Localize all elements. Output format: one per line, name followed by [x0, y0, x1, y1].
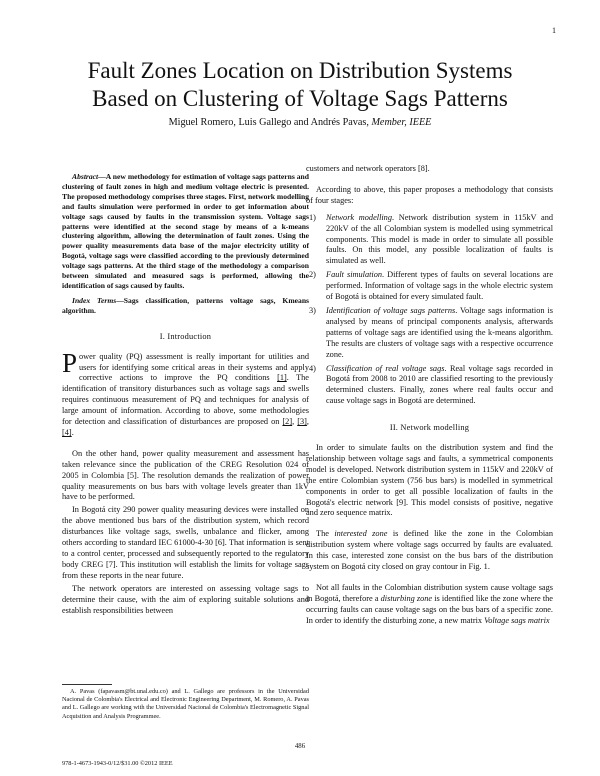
- abstract-text: —A new methodology for estimation of voltage sags patterns and clustering of fault zones in high and medium voltage electric is presented. The proposed methodology comprises three stages. First, network modelling and faults simulation were performed in order to get information about voltage sags caused by faults in the transmission system. Voltage sags patterns were identified at the second stage by means of a k-means clustering algorithm, allowing the determination of fault zones. Using the power quality measurements data base of the major electricity utility of Bogotá, voltage sags were classified according to the previously determined voltage sags patterns. At the third stage of the methodology a comparison between simulated and measured sags is performed, allowing the identification of sags caused by faults.: [62, 172, 309, 290]
- author-membership: Member, IEEE: [371, 117, 432, 128]
- citation-link-4[interactable]: [4]: [62, 427, 72, 437]
- network-paragraph-3: [306, 583, 553, 627]
- author-line: [0, 117, 600, 128]
- citation-link-3[interactable]: [3]: [297, 417, 307, 427]
- index-terms: [62, 296, 309, 316]
- paper-title: [0, 57, 600, 113]
- text-span: Not all faults in the Colombian distribution system cause voltage sags in Bogotá, therefore a: [306, 583, 553, 603]
- right-column: [306, 164, 553, 627]
- list-number: 1): [309, 212, 316, 222]
- page-number: 1: [552, 26, 556, 35]
- stage-name: Classification of real voltage sags: [326, 363, 445, 373]
- term-disturbing-zone: disturbing zone: [380, 593, 433, 603]
- index-terms-text: —Sags classification, patterns voltage sags, Kmeans algorithm.: [62, 295, 310, 315]
- list-item: [306, 306, 553, 361]
- citation-separator: ,: [306, 417, 309, 427]
- citation-separator: ,: [292, 417, 298, 427]
- intro-text-b: . The identification of transitory disturbances such as voltage sags and swells requires continuous measurement of PQ and techniques for analysis of large amount of information. According to above, some methodologies for detection and classification of disturbances are proposed on: [62, 373, 309, 427]
- text-span: The: [316, 529, 335, 539]
- network-paragraph-2: [306, 529, 553, 573]
- stage-text: . Real voltage sags recorded in Bogotá from 2008 to 2010 are classified resorting to the previously determined clusters. Finally, zones where real faults occur and cause voltage sags in Bogotá are determined.: [326, 363, 553, 406]
- list-item: [306, 213, 553, 268]
- section-heading-introduction: I. Introduction: [159, 331, 212, 341]
- footnote-divider: [62, 684, 112, 685]
- stages-intro: According to above, this paper proposes a methodology that consists of four stages:: [306, 184, 553, 205]
- text-span: is defined like the zone in the Colombian distribution system where voltage sags occurred by faults are evaluated. In this case, interested zone consist on the bus bars of the distribution system on Bogotá city closed on gray contour in Fig. 1.: [306, 529, 553, 572]
- text-span: is identified like the zone where the occurring faults can cause voltage sags on the bus bars of a specific zone. In order to identify the disturbing zone, a new matrix: [306, 593, 553, 625]
- stage-name: Fault simulation: [326, 270, 383, 280]
- list-number: 4): [309, 363, 316, 373]
- list-item: [306, 270, 553, 303]
- list-number: 2): [309, 270, 316, 280]
- title-line-1: Fault Zones Location on Distribution Systems: [87, 58, 513, 83]
- abstract: [62, 172, 309, 291]
- footer-page-number: 486: [294, 743, 306, 750]
- intro-text-a: ower quality (PQ) assessment is really important for utilities and users for identifying some critical areas in their systems and apply corrective actions to improve the PQ conditions: [79, 351, 309, 383]
- stage-name: Network modelling: [326, 212, 392, 222]
- stage-name: Identification of voltage sags patterns: [326, 305, 456, 315]
- author-affiliation-footnote: A. Pavas (fapavasm@bt.unal.edu.co) and L. Gallego are professors in the Universidad Nacional de Colombia's Electrical and Electronic Engineering Department, M. Romero, A. Pavas and L. Gallego are working with the Universidad Nacional de Colombia's Electromagnetic Signal Acquisition and Analysis Programmee.: [62, 688, 309, 720]
- stages-list: [306, 213, 553, 407]
- list-number: 3): [309, 305, 316, 315]
- list-item: [306, 364, 553, 408]
- continued-text: customers and network operators [8].: [306, 164, 430, 173]
- intro-paragraph-3: In Bogotá city 290 power quality measuring devices were installed on the above mentioned bus bars of the distribution system, which record disturbances like voltage sags, swells, unbalance and flicker, among others according to standard IEC 61000-4-30 [6]. That information is sent to a control center, processed and subsequently reported to the regulatory body CREG [7]. This institution will establish the limits for voltage sags from these reports in the near future.: [62, 505, 309, 580]
- intro-paragraph-1: [62, 347, 309, 439]
- intro-paragraph-2: On the other hand, power quality measurement and assessment has taken relevance since the publication of the CREG Resolution 024 of 2005 in Colombia [5]. The resolution demands the realization of power quality measurements on bus bars with voltage levels greater than 1kV have to be performed.: [62, 448, 309, 502]
- abstract-label: Abstract: [72, 172, 99, 181]
- network-paragraph-1: In order to simulate faults on the distribution system and find the relationship between voltage sags and faults, a symmetrical components model is developed. Network distribution system in 115kV and 220kV of the entire Colombian system (756 bus bars) is modelled in symmetrical components in order to get all possible localization of faults in the Bogotá's electric network [9]. This model consists of positive, negative and zero sequence matrix.: [306, 443, 553, 518]
- left-column: [62, 172, 309, 616]
- intro-paragraph-4: The network operators are interested on assessing voltage sags to determine their cause, with the aim of exploring suitable solutions and establish responsibilities between: [62, 583, 309, 615]
- author-names: Miguel Romero, Luis Gallego and Andrés Pavas,: [168, 117, 369, 128]
- drop-cap: P: [62, 347, 78, 378]
- footer-isbn: 978-1-4673-1943-0/12/$31.00 ©2012 IEEE: [62, 760, 173, 767]
- citation-link-1[interactable]: [1]: [277, 373, 287, 383]
- section-heading-network-modelling: II. Network modelling: [389, 423, 470, 433]
- stage-text: . Different types of faults on several locations are performed. Information of voltage sags in the whole electric system of Bogotá is obtained for every simulated fault.: [326, 270, 554, 302]
- index-terms-label: Index Terms: [72, 295, 117, 305]
- term-interested-zone: interested zone: [334, 529, 388, 539]
- title-line-2: Based on Clustering of Voltage Sags Patterns: [92, 86, 508, 111]
- stage-text: . Network distribution system in 115kV and 220kV of the all Colombian system is modelled using symmetrical components. This model is made in order to simulate all possible faults. On this model, any possible localization of faults is simulated as well.: [326, 212, 554, 266]
- intro-text-end: .: [71, 427, 74, 437]
- citation-link-2[interactable]: [2]: [282, 417, 293, 427]
- term-voltage-sags-matrix: Voltage sags matrix: [484, 615, 550, 625]
- stage-text: . Voltage sags information is analysed by means of principal components analysis, afterwards patterns of voltage sags are identified using the k-means algorithm. The results are clusters of voltage sags with a respective occurrence zone.: [326, 305, 553, 359]
